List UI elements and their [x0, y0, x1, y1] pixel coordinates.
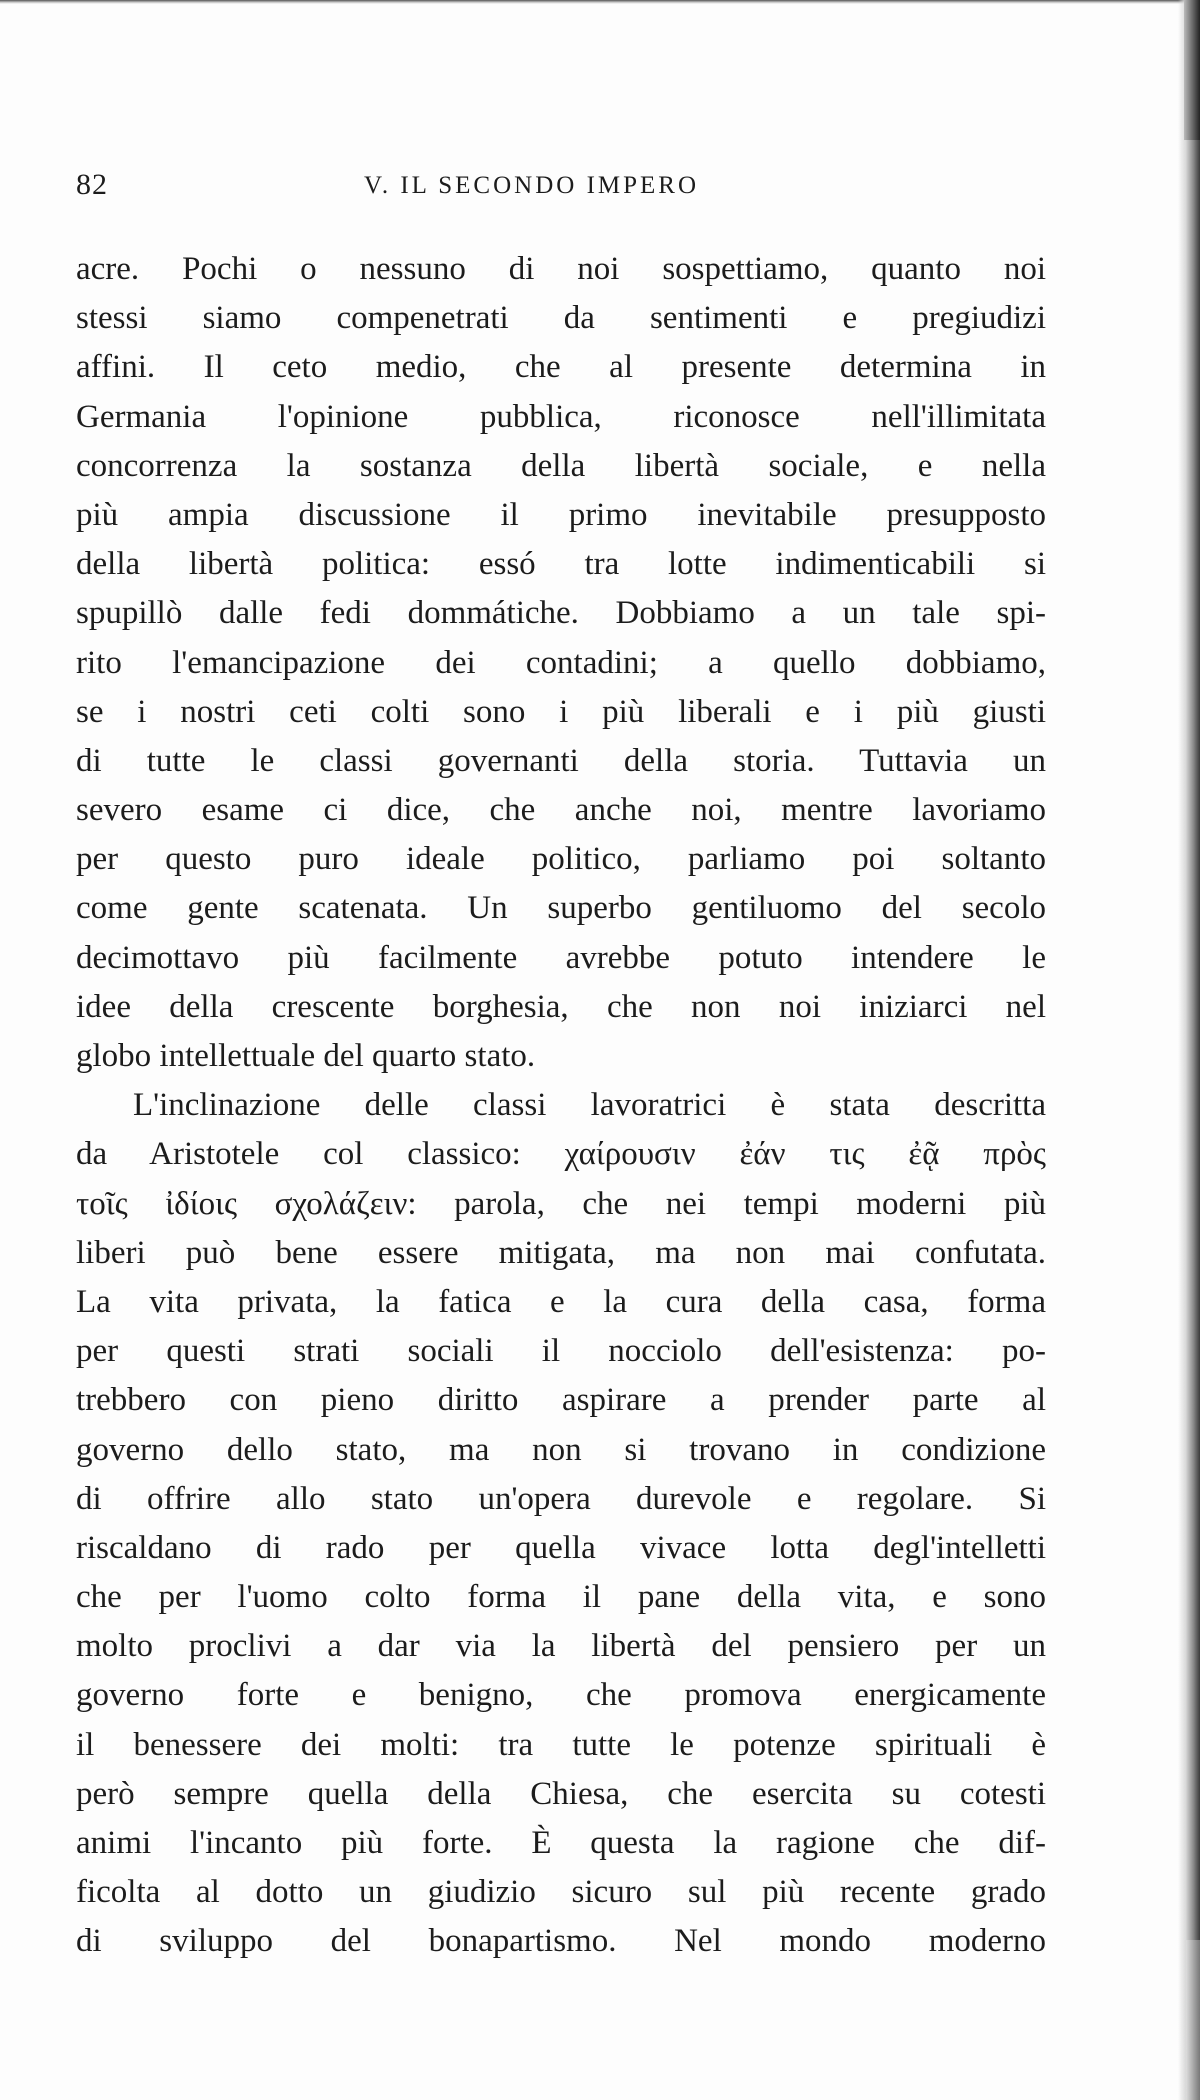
paragraph-end-line: globo intellettuale del quarto stato.	[76, 1038, 536, 1074]
text-line: Germania l'opinione pubblica, riconosce nell'illimitata	[76, 398, 1046, 435]
text-line: governo forte e benigno, che promova energicamente	[76, 1677, 1046, 1714]
text-line: il benessere dei molti: tra tutte le potenze spirituali è	[76, 1726, 1046, 1763]
text-line: acre. Pochi o nessuno di noi sospettiamo, quanto noi	[76, 251, 1046, 287]
text-line: da Aristotele col classico: χαίρουσιν ἐάν τις ἐᾷ πρὸς	[76, 1136, 1046, 1173]
text-line: se i nostri ceti colti sono i più liberali e i più giusti	[76, 693, 1046, 730]
text-line: rito l'emancipazione dei contadini; a quello dobbiamo,	[76, 644, 1046, 681]
text-line: τοῖς ἰδίοις σχολάζειν: parola, che nei tempi moderni più	[76, 1185, 1046, 1222]
text-line: più ampia discussione il primo inevitabile presupposto	[76, 496, 1046, 533]
text-line: decimottavo più facilmente avrebbe potuto intendere le	[76, 939, 1046, 976]
text-line: affini. Il ceto medio, che al presente determina in	[76, 349, 1046, 386]
text-line: della libertà politica: essó tra lotte indimenticabili si	[76, 546, 1046, 583]
scan-edge-top	[0, 0, 1200, 4]
text-line: idee della crescente borghesia, che non noi iniziarci nel	[76, 988, 1046, 1025]
text-line: animi l'incanto più forte. È questa la ragione che dif-	[76, 1825, 1046, 1861]
text-line: liberi può bene essere mitigata, ma non mai confutata.	[76, 1234, 1046, 1271]
text-line: governo dello stato, ma non si trovano in condizione	[76, 1431, 1046, 1468]
text-line: stessi siamo compenetrati da sentimenti e pregiudizi	[76, 300, 1046, 337]
page-number: 82	[76, 168, 108, 201]
body-text	[76, 245, 1046, 1967]
text-line: molto proclivi a dar via la libertà del pensiero per un	[76, 1628, 1046, 1665]
text-line: La vita privata, la fatica e la cura della casa, forma	[76, 1283, 1046, 1320]
paragraph-first-line: L'inclinazione delle classi lavoratrici è stata descritta	[133, 1087, 1046, 1124]
running-head: V. IL SECONDO IMPERO	[364, 172, 700, 199]
text-line: che per l'uomo colto forma il pane della vita, e sono	[76, 1579, 1046, 1616]
text-line: riscaldano di rado per quella vivace lotta degl'intelletti	[76, 1529, 1046, 1566]
text-line: ficolta al dotto un giudizio sicuro sul più recente grado	[76, 1874, 1046, 1911]
scan-edge-right	[1178, 0, 1200, 2100]
text-line: di sviluppo del bonapartismo. Nel mondo moderno	[76, 1923, 1046, 1960]
text-line: per questi strati sociali il nocciolo dell'esistenza: po-	[76, 1333, 1046, 1370]
page-header	[76, 168, 1040, 212]
text-line: di offrire allo stato un'opera durevole e regolare. Si	[76, 1480, 1046, 1517]
text-line: concorrenza la sostanza della libertà sociale, e nella	[76, 447, 1046, 484]
text-line: spupillò dalle fedi dommátiche. Dobbiamo a un tale spi-	[76, 595, 1046, 632]
text-line: di tutte le classi governanti della storia. Tuttavia un	[76, 742, 1046, 779]
text-line: per questo puro ideale politico, parliamo poi soltanto	[76, 841, 1046, 878]
text-line: trebbero con pieno diritto aspirare a prender parte al	[76, 1382, 1046, 1419]
text-line: però sempre quella della Chiesa, che esercita su cotesti	[76, 1775, 1046, 1812]
text-line: come gente scatenata. Un superbo gentiluomo del secolo	[76, 890, 1046, 927]
text-line: severo esame ci dice, che anche noi, mentre lavoriamo	[76, 792, 1046, 829]
